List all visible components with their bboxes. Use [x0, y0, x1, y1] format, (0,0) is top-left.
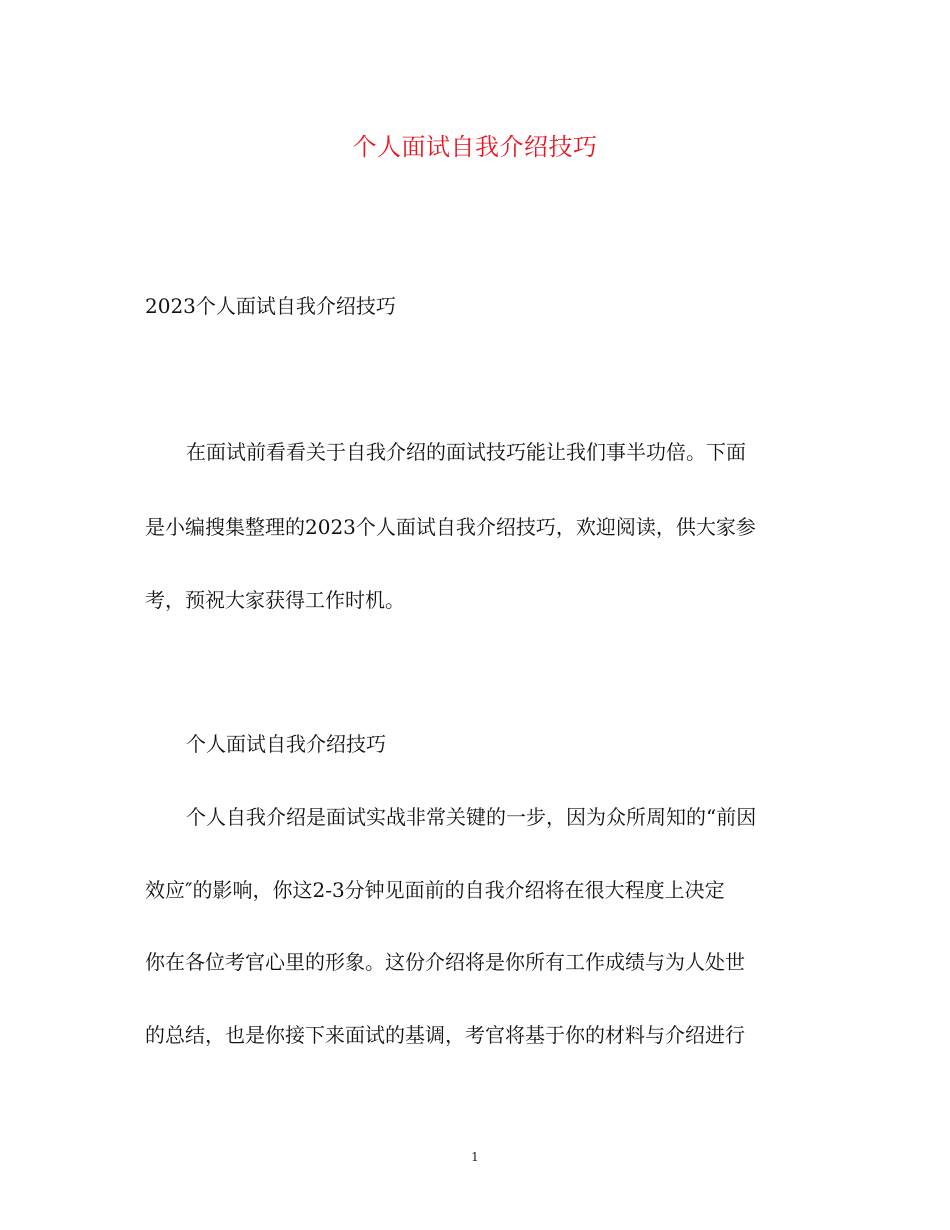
paragraph-line: 个人自我介绍是面试实战非常关键的一步，因为众所周知的“前因: [186, 805, 757, 829]
paragraph-line: 在面试前看看关于自我介绍的面试技巧能让我们事半功倍。下面: [186, 440, 746, 464]
document-title: 个人面试自我介绍技巧: [352, 133, 598, 161]
paragraph-line: 是小编搜集整理的2023个人面试自我介绍技巧，欢迎阅读，供大家参: [145, 515, 756, 539]
document-subtitle: 2023个人面试自我介绍技巧: [145, 294, 396, 318]
section-heading: 个人面试自我介绍技巧: [186, 732, 386, 756]
paragraph-line: 效应″的影响，你这2-3分钟见面前的自我介绍将在很大程度上决定: [145, 878, 725, 902]
paragraph-line: 的总结，也是你接下来面试的基调，考官将基于你的材料与介绍进行: [145, 1023, 745, 1047]
paragraph-line: 考，预祝大家获得工作时机。: [145, 588, 405, 612]
paragraph-line: 你在各位考官心里的形象。这份介绍将是你所有工作成绩与为人处世: [145, 950, 745, 974]
page-number: 1: [471, 1150, 479, 1164]
